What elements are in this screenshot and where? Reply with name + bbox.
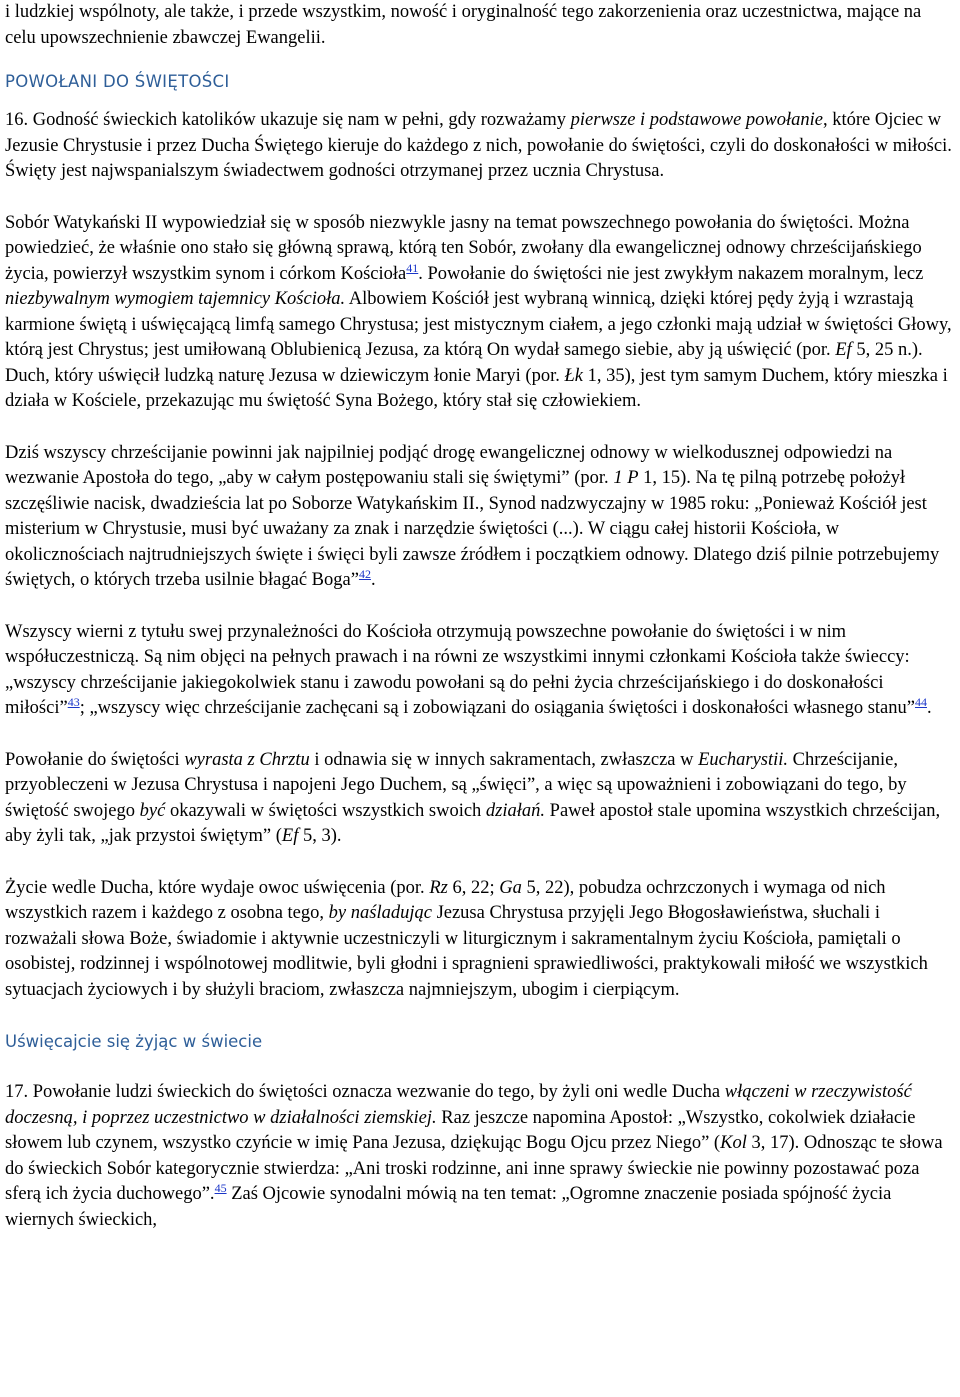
footnote-ref-43[interactable]: 43 xyxy=(67,695,80,709)
paragraph-council: Sobór Watykański II wypowiedział się w sposób niezwykle jasny na temat powszechnego powołania do świętości. Można powiedzieć, że właśnie ono stało się główną sprawą, którą ten Sobór, zwołany dla ewangelicznej odnowy chrześcijańskiego życia, powierzył wszystkim synom i córkom Kościoła$^{41}$. Powołanie do świętości nie jest zwykłym nakazem moralnym, lecz niezbywalnym wymogiem tajemnicy Kościoła. Albowiem Kościół jest wybraną winnicą, dzięki której pędy żyją i wzrastają karmione świętą i uświęcającą limfą samego Chrystusa; jest mistycznym ciałem, a jego członki mają udział w świętości Głowy, którą jest Chrystus; jest umiłowaną Oblubienicą Jezusa, za którą On wydał samego siebie, aby ją uświęcić (por. Ef 5, 25 n.). Duch, który uświęcił ludzką naturę Jezusa w dziewiczym łonie Maryi (por. Łk 1, 35), jest tym samym Duchem, który mieszka i działa w Kościele, przekazując mu świętość Syna Bożego, który stał się człowiekiem. xyxy=(5,212,952,411)
paragraph-life-in-spirit: Życie wedle Ducha, które wydaje owoc uświęcenia (por. Rz 6, 22; Ga 5, 22), pobudza ochrzczonych i wymaga od nich wszystkich razem i każdego z osobna tego, by naśladując Jezusa Chrystusa przyjęli Jego Błogosławieństwa, słuchali i rozważali słowa Boże, świadomie i aktywnie uczestniczyli w liturgicznym i sakramentalnym życiu Kościoła, pamiętali o osobistej, rodzinnej i wspólnotowej modlitwie, byli głodni i spragnieni sprawiedliwości, praktykowali miłość we wszystkich sytuacjach życiowych i by służyli braciom, zwłaszcza najmniejszym, ubogim i cierpiącym. xyxy=(5,877,928,1000)
section-heading-sanctify-yourselves: Uświęcajcie się żyjąc w świecie xyxy=(5,1032,263,1051)
paragraph-baptism: Powołanie do świętości wyrasta z Chrztu i odnawia się w innych sakramentach, zwłaszcza w Eucharystii. Chrześcijanie, przyobleczeni w Jezusa Chrystusa i napojeni Jego Duchem, są „święci”, a więc są upoważnieni i zobowiązani do tego, by świętość swojego być okazywali w świętości wszystkich swoich działań. Paweł apostoł stale upomina wszystkich chrześcijan, aby żyli tak, „jak przystoi świętym” (Ef 5, 3). xyxy=(5,749,941,846)
intro-paragraph: i ludzkiej wspólnoty, ale także, i przede wszystkim, nowość i oryginalność tego zakorzenienia oraz uczestnictwa, mające na celu upowszechnienie zbawczej Ewangelii. xyxy=(5,2,922,48)
paragraph-17: 17. Powołanie ludzi świeckich do świętości oznacza wezwanie do tego, by żyli oni wedle Ducha włączeni w rzeczywistość doczesną, i poprzez uczestnictwo w działalności ziemskiej. Raz jeszcze napomina Apostoł: „Wszystko, cokolwiek działacie słowem lub czynem, wszystko czyńcie w imię Pana Jezusa, dziękując Bogu Ojcu przez Niego” (Kol 3, 17). Odnosząc te słowa do świeckich Sobór kategorycznie stwierdza: „Ani troski rodzinne, ani inne sprawy świeckie nie powinny pozostawać poza sferą ich życia duchowego”.$^{45}$ Zaś Ojcowie synodalni mówią na ten temat: „Ogromne znaczenie posiada spójność życia wiernych świeckich, xyxy=(5,1082,943,1230)
paragraph-all-faithful: Wszyscy wierni z tytułu swej przynależności do Kościoła otrzymują powszechne powołanie do świętości i w nim współuczestniczą. Są nim objęci na pełnych prawach i na równi ze wszystkimi innymi członkami Kościoła także świeccy: „wszyscy chrześcijanie jakiegokolwiek stanu i zawodu powołani są do pełni życia chrześcijańskiego i do doskonałości miłości”$^{43}$; „wszyscy więc chrześcijanie zachęcani są i zobowiązani do osiągania świętości i doskonałości własnego stanu”$^{44}$. xyxy=(5,621,932,718)
footnote-ref-42[interactable]: 42 xyxy=(358,567,371,581)
footnote-ref-45[interactable]: 45 xyxy=(214,1181,227,1195)
footnote-ref-44[interactable]: 44 xyxy=(914,695,927,709)
section-heading-called-to-holiness: POWOŁANI DO ŚWIĘTOŚCI xyxy=(5,72,230,91)
footnote-ref-41[interactable]: 41 xyxy=(406,260,419,275)
paragraph-today: Dziś wszyscy chrześcijanie powinni jak najpilniej podjąć drogę ewangelicznej odnowy w wielkodusznej odpowiedzi na wezwanie Apostoła do tego, „aby w całym postępowaniu stali się świętymi” (por. 1 P 1, 15). Na tę pilną potrzebę położył szczęśliwie nacisk, dwadzieścia lat po Soborze Watykańskim II., Synod nadzwyczajny w 1985 roku: „Ponieważ Kościół jest misterium w Chrystusie, musi być uważany za znak i narzędzie świętości (...). W ciągu całej historii Kościoła, w okolicznościach najtrudniejszych święte i święci byli zawsze źródłem i początkiem odnowy. Dlatego dziś pilnie potrzebujemy świętych, o których trzeba usilnie błagać Boga”$^{42}$. xyxy=(5,442,940,590)
paragraph-16: 16. Godność świeckich katolików ukazuje się nam w pełni, gdy rozważamy pierwsze i podstawowe powołanie, które Ojciec w Jezusie Chrystusie i przez Ducha Świętego kieruje do każdego z nich, powołanie do świętości, czyli do doskonałości w miłości. Święty jest najwspanialszym świadectwem godności otrzymanej przez ucznia Chrystusa. xyxy=(5,110,952,181)
